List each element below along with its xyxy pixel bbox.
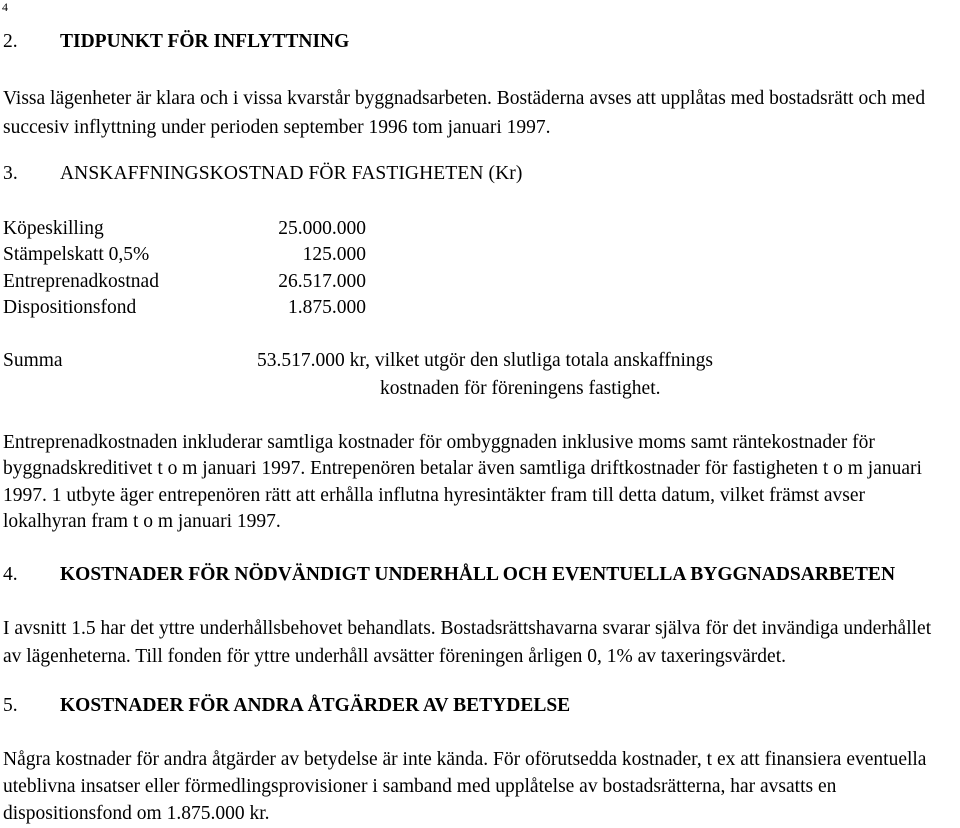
section-3-line-2: byggnadskreditivet t o m januari 1997. Entrepenören betalar även samtliga driftkostnader för fastigheten t o m januari	[3, 458, 922, 479]
cost-value: 25.000.000	[278, 218, 366, 239]
section-3-line-1: Entreprenadkostnaden inkluderar samtliga kostnader för ombyggnaden inklusive moms samt räntekostnader för	[3, 432, 875, 453]
page-number: 4	[2, 0, 8, 14]
cost-label: Stämpelskatt 0,5%	[3, 244, 150, 265]
section-5-line-2: uteblivna insatser eller förmedlingsprovisioner i samband med upplåtelse av bostadsrätterna, har avsatts en	[3, 776, 837, 797]
section-3-heading	[3, 163, 522, 185]
section-4-line-1: I avsnitt 1.5 har det yttre underhållsbehovet behandlats. Bostadsrättshavarna svarar själva för det invändiga underhållet	[3, 618, 932, 639]
section-4-line-2: av lägenheterna. Till fonden för yttre underhåll avsätter föreningen årligen 0, 1% av taxeringsvärdet.	[3, 646, 786, 667]
cost-value: 1.875.000	[288, 297, 366, 318]
section-3-number: 3.	[3, 163, 18, 184]
section-5-line-1: Några kostnader för andra åtgärder av betydelse är inte kända. För oförutsedda kostnader, t ex att finansiera eventuella	[3, 749, 927, 770]
section-5-number: 5.	[3, 695, 18, 716]
section-2-line-1: Vissa lägenheter är klara och i vissa kvarstår byggnadsarbeten. Bostäderna avses att upplåtas med bostadsrätt och med	[3, 88, 926, 109]
section-5-title: KOSTNADER FÖR ANDRA ÅTGÄRDER AV BETYDELSE	[60, 695, 571, 716]
section-4-heading	[3, 564, 895, 586]
section-2-title: TIDPUNKT FÖR INFLYTTNING	[60, 31, 350, 52]
cost-label: Entreprenadkostnad	[3, 271, 159, 292]
section-3-line-3: 1997. 1 utbyte äger entrepenören rätt att erhålla influtna hyresintäkter fram till detta datum, vilket främst avser	[3, 485, 866, 506]
summa-continuation: kostnaden för föreningens fastighet.	[380, 378, 661, 399]
cost-label: Dispositionsfond	[3, 297, 137, 318]
section-4-title: KOSTNADER FÖR NÖDVÄNDIGT UNDERHÅLL OCH EVENTUELLA BYGGNADSARBETEN	[60, 564, 896, 585]
section-2-number: 2.	[3, 31, 18, 52]
section-3-title: ANSKAFFNINGSKOSTNAD FÖR FASTIGHETEN (Kr)	[60, 163, 523, 184]
cost-label: Köpeskilling	[3, 218, 104, 239]
cost-value: 125.000	[302, 244, 366, 265]
section-4-number: 4.	[3, 564, 18, 585]
summa-label: Summa	[3, 350, 63, 371]
section-2-line-2: succesiv inflyttning under perioden september 1996 tom januari 1997.	[3, 117, 551, 138]
section-2-heading	[3, 31, 349, 53]
section-3-line-4: lokalhyran fram t o m januari 1997.	[3, 511, 281, 532]
summa-value: 53.517.000 kr, vilket utgör den slutliga totala anskaffnings	[257, 350, 713, 371]
cost-value: 26.517.000	[278, 271, 366, 292]
section-5-heading	[3, 695, 570, 717]
section-5-line-3: dispositionsfond om 1.875.000 kr.	[3, 803, 270, 824]
